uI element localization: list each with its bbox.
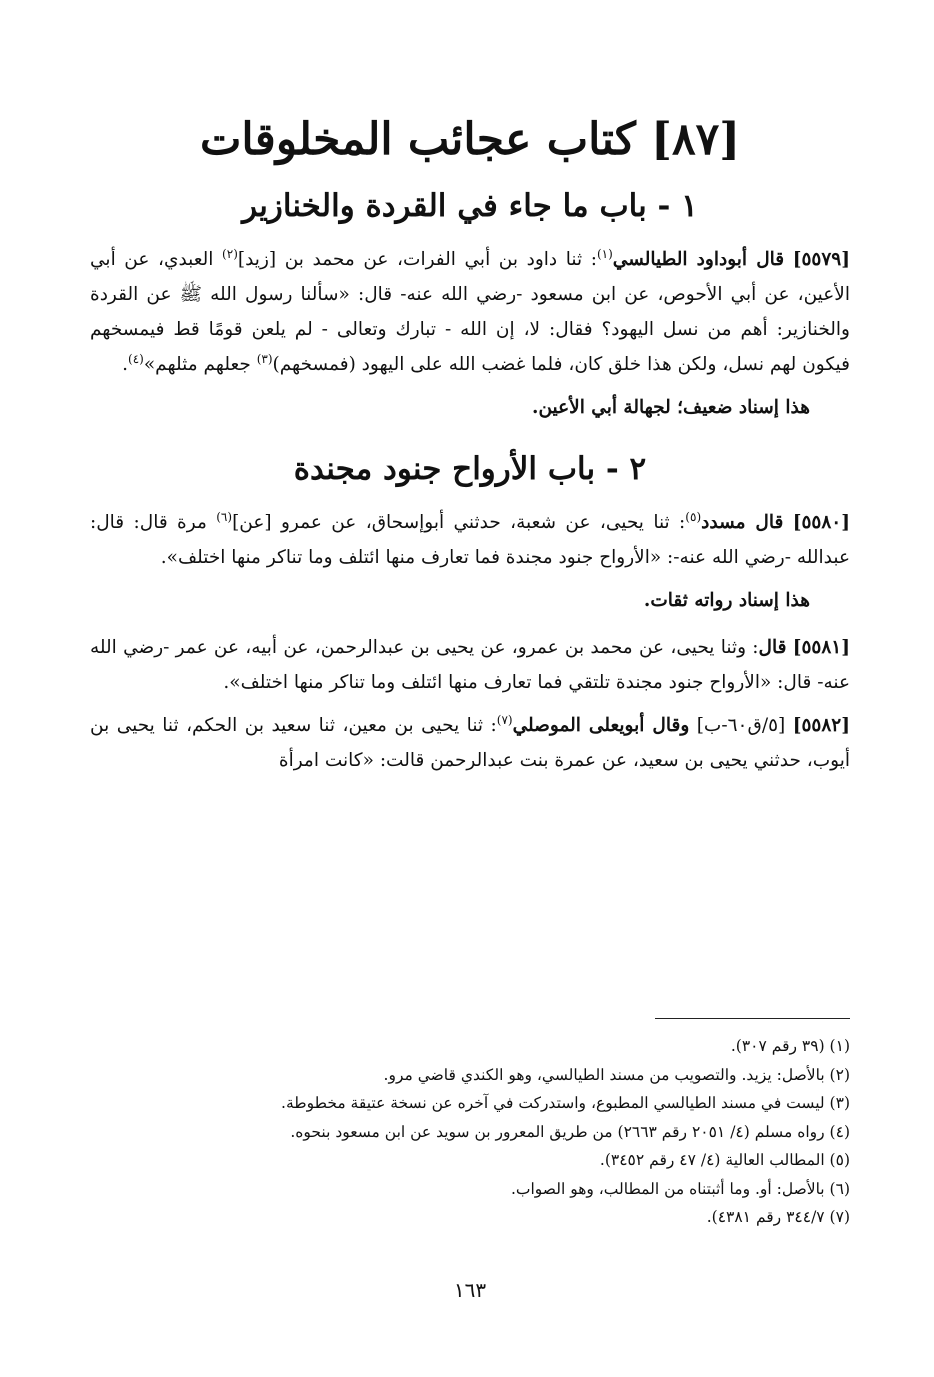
hadith-5580 xyxy=(90,505,850,575)
footnote-5: (٥) المطالب العالية (٤/ ٤٧ رقم ٣٤٥٢). xyxy=(599,1151,850,1169)
footnote-ref: (٧) xyxy=(496,712,513,727)
footnotes xyxy=(90,1032,850,1232)
hadith-number: [٥٥٧٩] xyxy=(792,249,850,270)
hadith-text: مرة قال: قال: عبدالله -رضي الله عنه-: «الأرواح جنود مجندة فما تعارف منها ائتلف وما تناكر منها اختلف». xyxy=(90,512,850,568)
narrator: قال أبوداود الطيالسي xyxy=(612,249,785,270)
hadith-text: . xyxy=(122,354,128,375)
hadith-text: جعلهم مثلهم» xyxy=(143,354,257,375)
hadith-5581 xyxy=(90,630,850,700)
footnote-ref: (١) xyxy=(596,246,613,261)
footnote-3: (٣) ليست في مسند الطيالسي المطبوع، واستدركت في آخره عن نسخة عتيقة مخطوطة. xyxy=(281,1094,850,1112)
page-number: ١٦٣ xyxy=(453,1278,487,1302)
hadith-text: العبدي، عن أبي الأعين، عن أبي الأحوص، عن ابن مسعود -رضي الله عنه- قال: «سألنا رسول الله ﷺ عن القردة والخنازير: أهم من نسل اليهود؟ فقال: لا، إن الله - تبارك وتعالى - لم يلعن قومًا قط فيمسخهم فيكون لهم نسل، ولكن هذا خلق كان، فلما غضب الله على اليهود (فمسخهم) xyxy=(90,249,850,375)
hadith-text: : وثنا يحيى، عن محمد بن عمرو، عن يحيى بن عبدالرحمن، عن أبيه، عن عمر -رضي الله عنه- قال: «الأرواح جنود مجندة تلتقي فما تعارف منها ائتلف وما تناكر منها اختلف». xyxy=(90,637,850,693)
footnote-ref: (٦) xyxy=(216,509,233,524)
footnote-ref: (٥) xyxy=(685,509,702,524)
book-title: [٨٧] كتاب عجائب المخلوقات xyxy=(199,114,741,165)
hadith-number: [٥٥٨٢] xyxy=(792,715,850,736)
isnad-note: هذا إسناد ضعيف؛ لجهالة أبي الأعين. xyxy=(532,397,810,418)
chapter-title-1: ١ - باب ما جاء في القردة والخنازير xyxy=(242,188,698,224)
narrator: قال xyxy=(758,637,787,658)
hadith-text: : ثنا داود بن أبي الفرات، عن محمد بن [زيد] xyxy=(237,249,597,270)
manuscript-ref: [٥/ق٦٠-ب] xyxy=(696,715,786,736)
footnote-ref: (٣) xyxy=(256,351,273,366)
footnote-6: (٦) بالأصل: أو. وما أثبتناه من المطالب، وهو الصواب. xyxy=(510,1179,850,1198)
footnote-ref: (٤) xyxy=(128,351,144,366)
hadith-number: [٥٥٨١] xyxy=(792,637,850,658)
book-page xyxy=(90,110,850,1340)
footnote-1: (١) (٣٩ رقم ٣٠٧). xyxy=(730,1037,850,1055)
hadith-5579 xyxy=(90,242,850,382)
chapter-title-2: ٢ - باب الأرواح جنود مجندة xyxy=(293,451,647,487)
footnote-7: (٧) ٣٤٤/٧ رقم ٤٣٨١). xyxy=(706,1208,850,1226)
hadith-5582 xyxy=(90,708,850,778)
isnad-note: هذا إسناد رواته ثقات. xyxy=(643,590,810,611)
footnote-4: (٤) رواه مسلم (٤/ ٢٠٥١ رقم ٢٦٦٣) من طريق المعرور بن سويد عن ابن مسعود بنحوه. xyxy=(290,1122,850,1141)
footnote-2: (٢) بالأصل: يزيد. والتصويب من مسند الطيالسي، وهو الكندي قاضي مرو. xyxy=(383,1065,850,1084)
hadith-text: : ثنا يحيى بن معين، ثنا سعيد بن الحكم، ثنا يحيى بن أيوب، حدثني يحيى بن سعيد، عن عمرة بنت عبدالرحمن قالت: «كانت امرأة xyxy=(90,715,850,771)
narrator: وقال أبويعلى الموصلي xyxy=(512,715,690,736)
hadith-number: [٥٥٨٠] xyxy=(792,512,850,533)
footnote-divider xyxy=(655,1018,850,1019)
footnote-ref: (٢) xyxy=(222,246,238,261)
hadith-text: : ثنا يحيى، عن شعبة، حدثني أبوإسحاق، عن عمرو [عن] xyxy=(232,512,686,533)
narrator: قال مسدد xyxy=(701,512,784,533)
